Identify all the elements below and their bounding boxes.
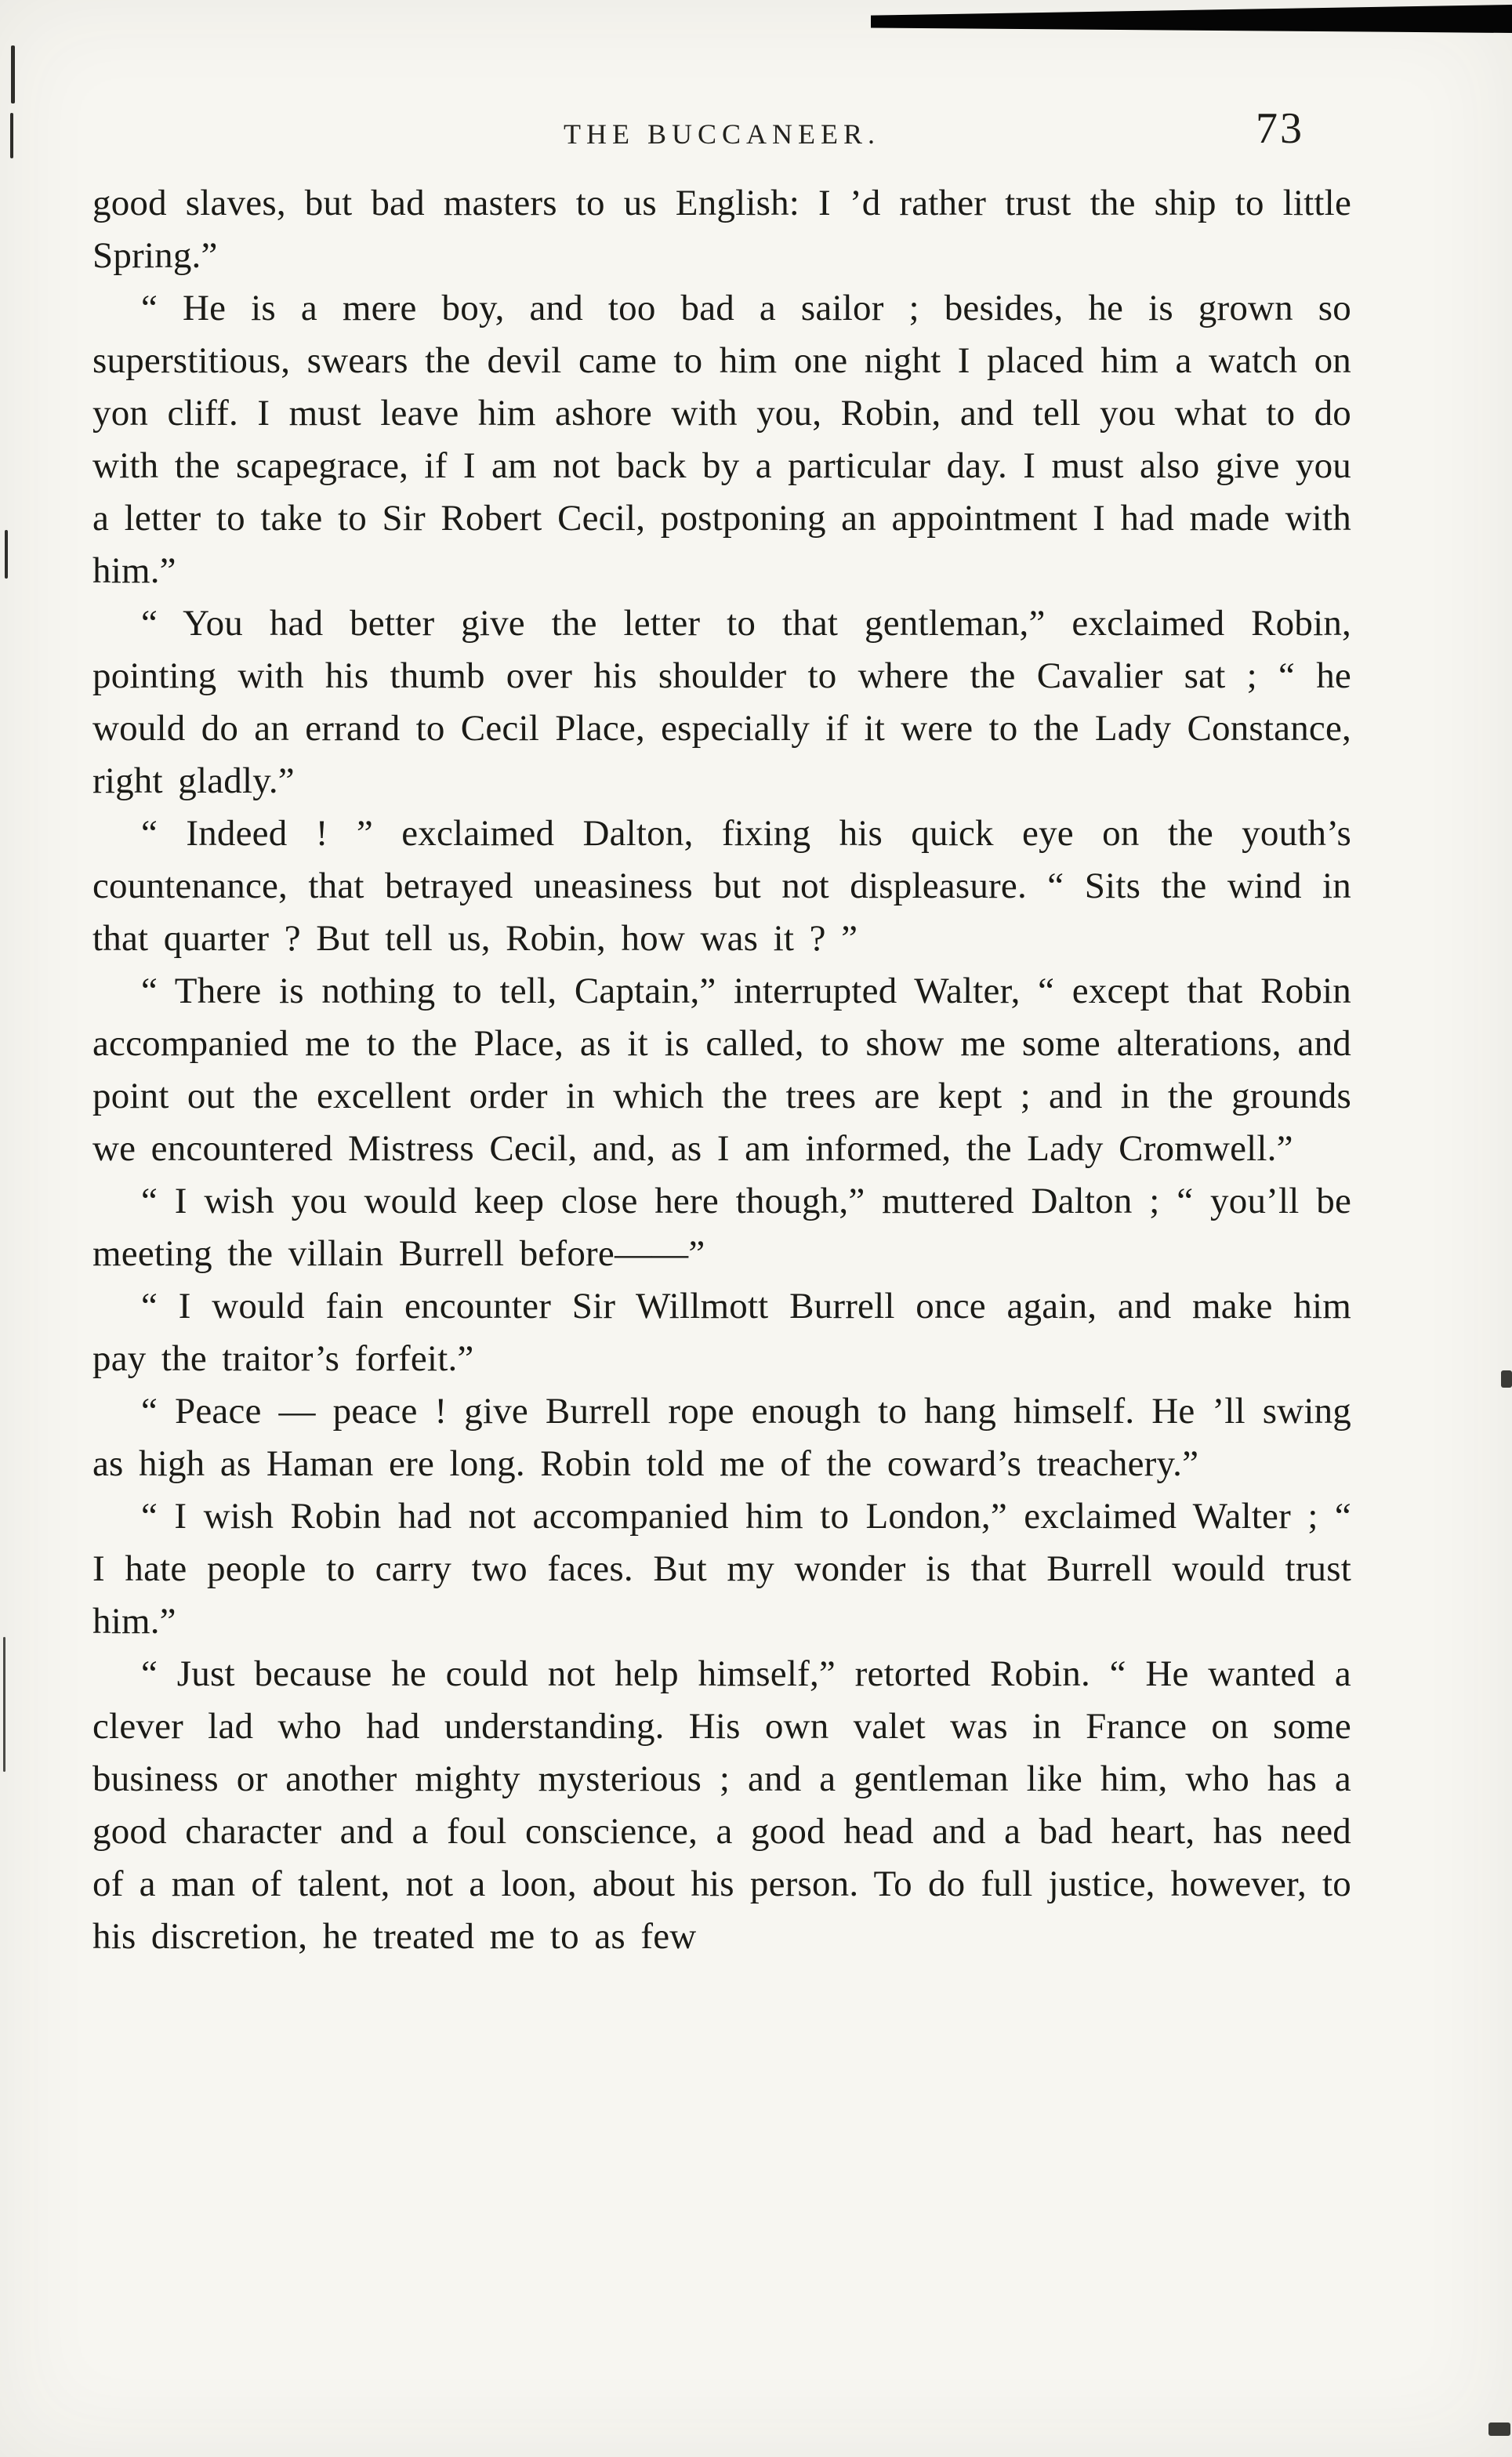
scan-artifact-top-right-bar — [871, 5, 1512, 33]
paragraph: good slaves, but bad masters to us English: I ’d rather trust the ship to little Spring.” — [92, 183, 1351, 276]
scan-artifact-left-mark — [5, 530, 8, 579]
scan-artifact-bottom-right-smudge — [1488, 2423, 1510, 2436]
paragraph: “ I wish Robin had not accompanied him to London,” exclaimed Walter ; “ I hate people to carry two faces. But my wonder is that Burrell would trust him.” — [92, 1496, 1351, 1642]
paragraph: “ I wish you would keep close here though,” muttered Dalton ; “ you’ll be meeting the villain Burrell before——” — [92, 1181, 1351, 1274]
scan-artifact-right-smudge — [1501, 1370, 1512, 1388]
paragraph: “ Just because he could not help himself,” retorted Robin. “ He wanted a clever lad who had understanding. His own valet was in France on some business or another mighty mysterious ; and a gentleman like him, who has a good character and a foul conscience, a good head and a bad heart, has need of a man of talent, not a loon, about his person. To do full justice, however, to his discretion, he treated me to as few — [92, 1653, 1351, 1957]
page-header — [92, 104, 1351, 163]
scan-artifact-left-mark — [10, 113, 13, 158]
paragraph: “ Peace — peace ! give Burrell rope enough to hang himself. He ’ll swing as high as Haman ere long. Robin told me of the coward’s treachery.” — [92, 1391, 1351, 1484]
scan-artifact-left-line — [3, 1637, 5, 1772]
paragraph: “ You had better give the letter to that gentleman,” exclaimed Robin, pointing with his thumb over his shoulder to where the Cavalier sat ; “ he would do an errand to Cecil Place, especially if it were to the Lady Constance, right gladly.” — [92, 603, 1351, 801]
paragraph: “ Indeed ! ” exclaimed Dalton, fixing his quick eye on the youth’s countenance, that betrayed uneasiness but not displeasure. “ Sits the wind in that quarter ? But tell us, Robin, how was it ? ” — [92, 813, 1351, 959]
page-number: 73 — [1256, 104, 1304, 153]
running-title: THE BUCCANEER. — [564, 118, 880, 150]
paragraph: “ He is a mere boy, and too bad a sailor ; besides, he is grown so superstitious, swears the devil came to him one night I placed him a watch on yon cliff. I must leave him ashore with you, Robin, and tell you what to do with the scapegrace, if I am not back by a particular day. I must also give you a letter to take to Sir Robert Cecil, postponing an appointment I had made with him.” — [92, 288, 1351, 591]
paragraph: “ I would fain encounter Sir Willmott Burrell once again, and make him pay the traitor’s forfeit.” — [92, 1286, 1351, 1379]
scan-artifact-left-mark — [11, 45, 15, 103]
paragraph: “ There is nothing to tell, Captain,” interrupted Walter, “ except that Robin accompanied me to the Place, as it is called, to show me some alterations, and point out the excellent order in which the trees are kept ; and in the grounds we encountered Mistress Cecil, and, as I am informed, the Lady Cromwell.” — [92, 971, 1351, 1169]
body-text — [92, 177, 1351, 1963]
